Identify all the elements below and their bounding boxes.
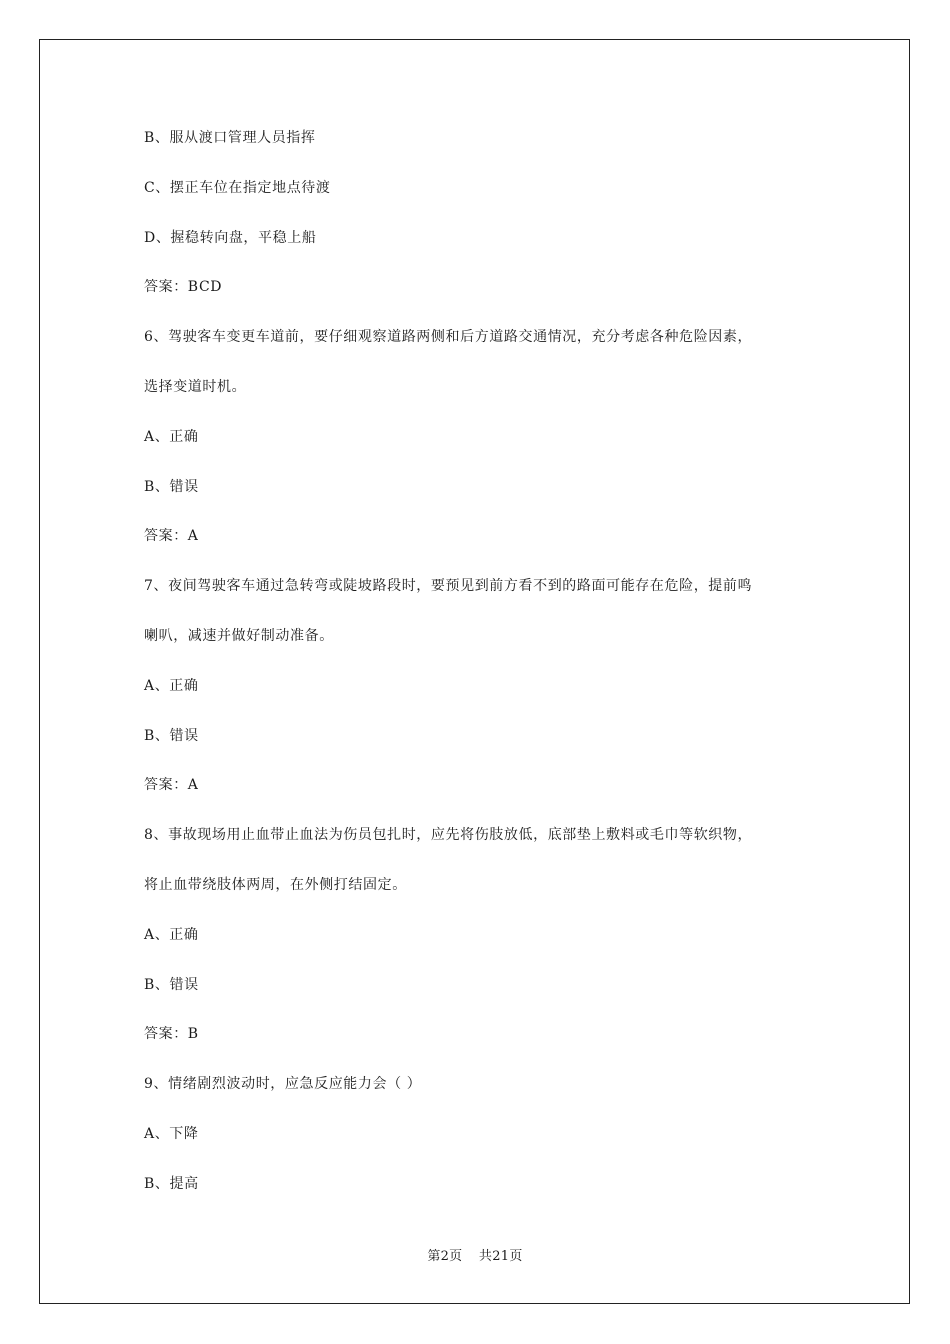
question-6-option-b: B、错误 bbox=[144, 478, 199, 495]
question-6-option-a: A、正确 bbox=[144, 428, 199, 445]
page-number: 第2页 bbox=[427, 1249, 463, 1264]
answer-6: 答案：A bbox=[144, 528, 199, 545]
question-9-option-b: B、提高 bbox=[144, 1175, 199, 1192]
answer-8: 答案：B bbox=[144, 1026, 199, 1043]
question-9-option-a: A、下降 bbox=[144, 1125, 199, 1142]
question-7-option-b: B、错误 bbox=[144, 727, 199, 744]
question-8-option-a: A、正确 bbox=[144, 926, 199, 943]
question-8-line-1: 8、事故现场用止血带止血法为伤员包扎时，应先将伤肢放低，底部垫上敷料或毛巾等软织物， bbox=[144, 827, 753, 844]
page-footer bbox=[0, 1248, 950, 1266]
option-c: C、摆正车位在指定地点待渡 bbox=[144, 179, 331, 196]
question-9-line-1: 9、情绪剧烈波动时，应急反应能力会（ ） bbox=[144, 1076, 422, 1093]
answer-5: 答案：BCD bbox=[144, 279, 223, 296]
question-7-option-a: A、正确 bbox=[144, 677, 199, 694]
answer-7: 答案：A bbox=[144, 777, 199, 794]
page-total: 共21页 bbox=[478, 1249, 523, 1264]
question-7-line-1: 7、夜间驾驶客车通过急转弯或陡坡路段时，要预见到前方看不到的路面可能存在危险，提前鸣 bbox=[144, 578, 753, 595]
question-8-option-b: B、错误 bbox=[144, 976, 199, 993]
option-d: D、握稳转向盘，平稳上船 bbox=[144, 229, 317, 246]
question-7-line-2: 喇叭，减速并做好制动准备。 bbox=[144, 627, 334, 644]
question-6-line-1: 6、驾驶客车变更车道前，要仔细观察道路两侧和后方道路交通情况，充分考虑各种危险因素， bbox=[144, 329, 753, 346]
option-b: B、服从渡口管理人员指挥 bbox=[144, 130, 316, 146]
document-body bbox=[144, 126, 824, 1222]
question-6-line-2: 选择变道时机。 bbox=[144, 378, 247, 395]
question-8-line-2: 将止血带绕肢体两周，在外侧打结固定。 bbox=[144, 876, 407, 893]
